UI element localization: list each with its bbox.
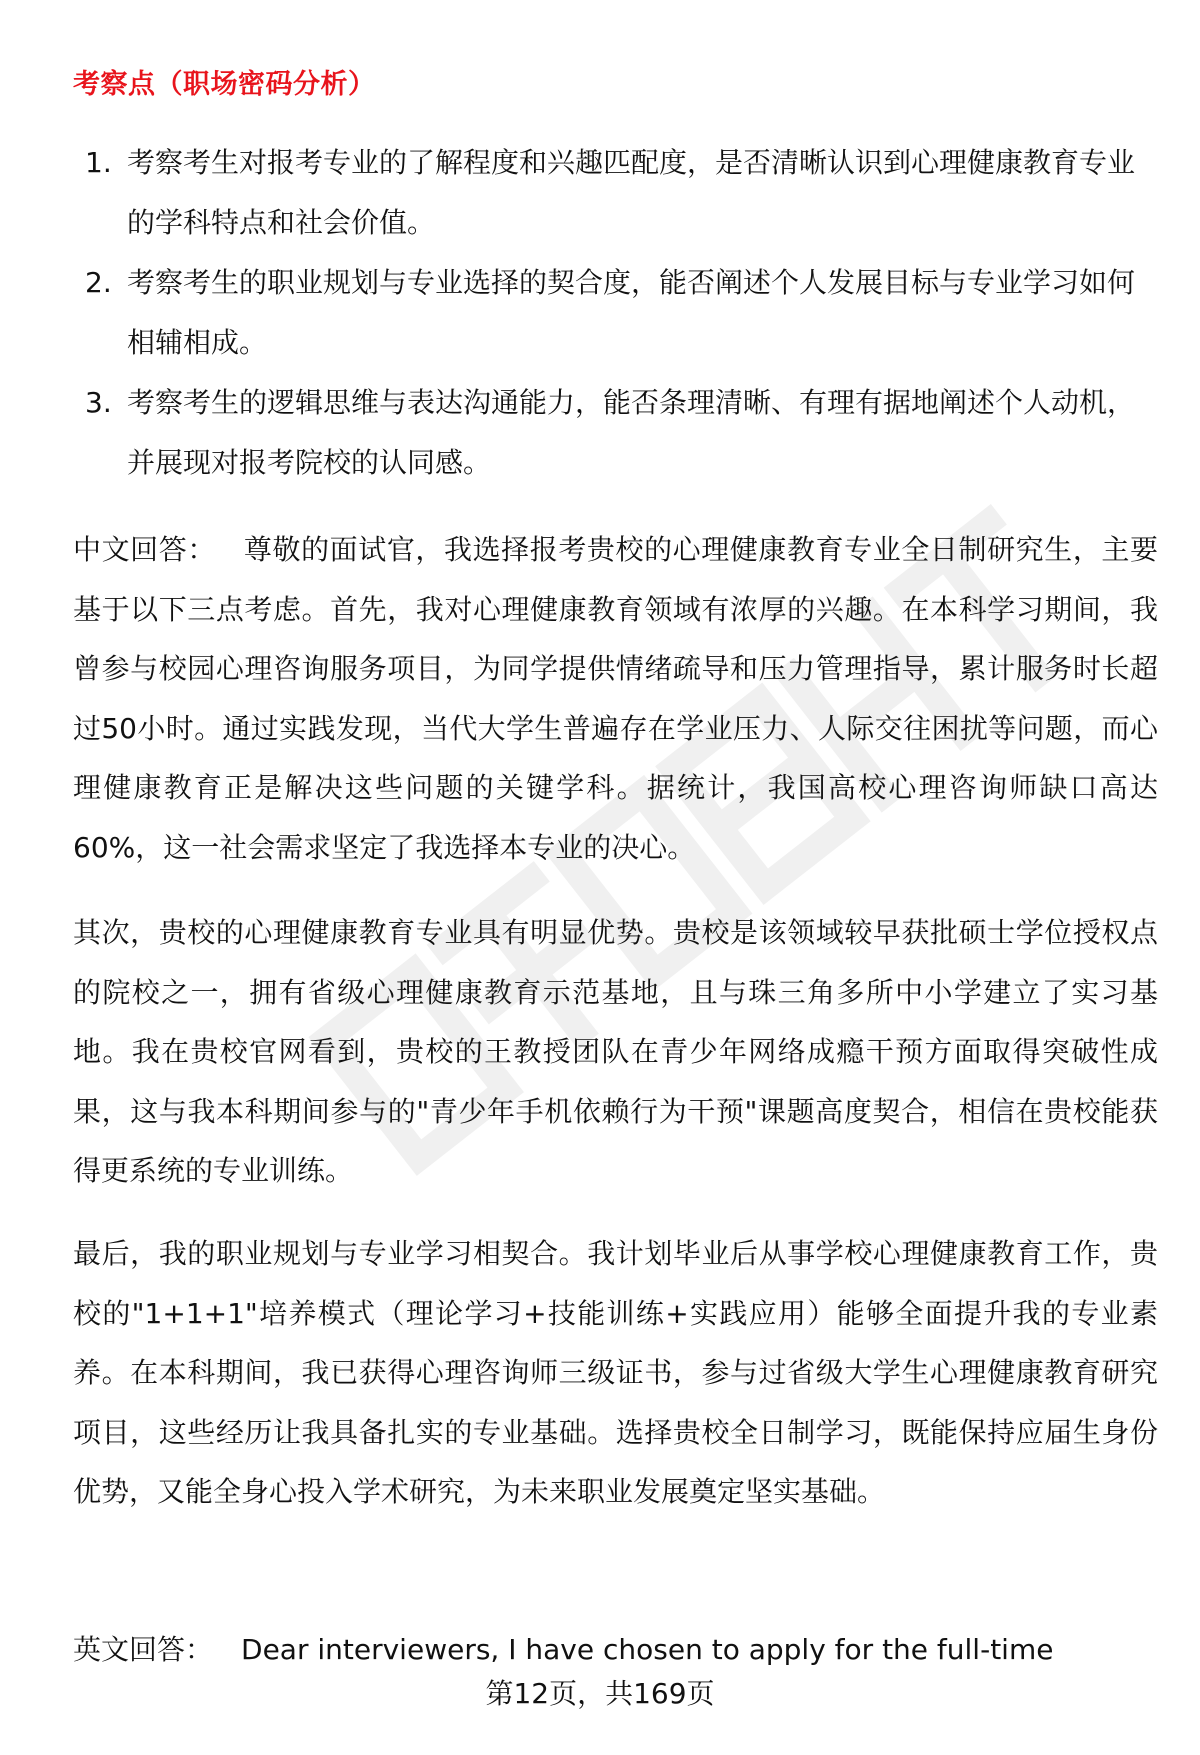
page-number: 第12页，共169页 xyxy=(485,1677,715,1710)
paragraph-text: 最后，我的职业规划与专业学习相契合。我计划毕业后从事学校心理健康教育工作，贵校的"1+1+1"培养模式（理论学习+技能训练+实践应用）能够全面提升我的专业素养。在本科期间，我已获得心理咨询师三级证书，参与过省级大学生心理健康教育研究项目，这些经历让我具备扎实的专业基础。选择贵校全日制学习，既能保持应届生身份优势，又能全身心投入学术研究，为未来职业发展奠定坚实基础。 xyxy=(73,1237,1158,1508)
paragraph-text: Dear interviewers, I have chosen to apply for the full-time xyxy=(241,1633,1054,1666)
chinese-answer-paragraph-2 xyxy=(73,903,1158,1201)
key-points-list xyxy=(73,133,1153,493)
list-item-text: 考察考生的逻辑思维与表达沟通能力，能否条理清晰、有理有据地阐述个人动机，并展现对报考院校的认同感。 xyxy=(127,386,1136,479)
list-item-text: 考察考生对报考专业的了解程度和兴趣匹配度，是否清晰认识到心理健康教育专业的学科特点和社会价值。 xyxy=(127,146,1136,239)
english-answer-label: 英文回答： xyxy=(73,1633,214,1666)
paragraph-text: 其次，贵校的心理健康教育专业具有明显优势。贵校是该领域较早获批硕士学位授权点的院校之一，拥有省级心理健康教育示范基地，且与珠三角多所中小学建立了实习基地。我在贵校官网看到，贵校的王教授团队在青少年网络成瘾干预方面取得突破性成果，这与我本科期间参与的"青少年手机依赖行为干预"课题高度契合，相信在贵校能获得更系统的专业训练。 xyxy=(73,916,1158,1187)
english-answer-paragraph xyxy=(73,1620,1158,1680)
section-title: 考察点（职场密码分析） xyxy=(73,69,376,100)
list-number: 1. xyxy=(85,146,112,179)
chinese-answer-paragraph-3 xyxy=(73,1224,1158,1522)
list-item xyxy=(73,253,1153,373)
list-item xyxy=(73,133,1153,253)
chinese-answer-label: 中文回答： xyxy=(73,533,216,566)
paragraph-text: 尊敬的面试官，我选择报考贵校的心理健康教育专业全日制研究生，主要基于以下三点考虑。首先，我对心理健康教育领域有浓厚的兴趣。在本科学习期间，我曾参与校园心理咨询服务项目，为同学提供情绪疏导和压力管理指导，累计服务时长超过50小时。通过实践发现，当代大学生普遍存在学业压力、人际交往困扰等问题，而心理健康教育正是解决这些问题的关键学科。据统计，我国高校心理咨询师缺口高达60%，这一社会需求坚定了我选择本专业的决心。 xyxy=(73,533,1158,864)
list-item-text: 考察考生的职业规划与专业选择的契合度，能否阐述个人发展目标与专业学习如何相辅相成。 xyxy=(127,266,1136,359)
list-number: 3. xyxy=(85,386,112,419)
list-number: 2. xyxy=(85,266,112,299)
list-item xyxy=(73,373,1153,493)
chinese-answer-paragraph-1 xyxy=(73,520,1158,877)
